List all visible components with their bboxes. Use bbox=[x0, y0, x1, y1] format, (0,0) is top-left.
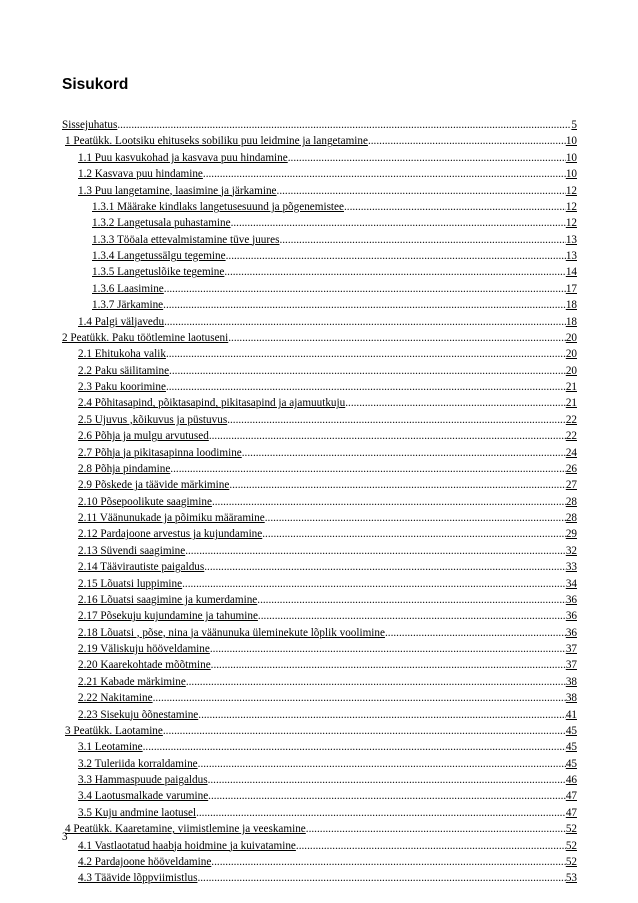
toc-page-number[interactable]: 21 bbox=[565, 381, 577, 393]
toc-page-number[interactable]: 10 bbox=[565, 135, 577, 148]
toc-entry[interactable] bbox=[62, 477, 577, 493]
dot-leader bbox=[277, 183, 566, 199]
toc-page-number[interactable]: 10 bbox=[565, 151, 577, 164]
dot-leader bbox=[265, 510, 566, 526]
toc-entry-label[interactable]: 2.22 Nakitamine bbox=[78, 692, 153, 705]
toc-entry-label[interactable]: Sissejuhatus bbox=[62, 119, 118, 131]
toc-page-number[interactable]: 36 bbox=[565, 610, 577, 623]
toc-entry-label[interactable]: 1.3.2 Langetusala puhastamine bbox=[92, 217, 231, 230]
toc-entry-label[interactable]: 2.13 Süvendi saagimine bbox=[78, 544, 186, 557]
toc-page-number[interactable]: 22 bbox=[565, 430, 577, 443]
toc-page-number[interactable]: 21 bbox=[565, 397, 577, 410]
toc-entry[interactable] bbox=[62, 428, 577, 444]
toc-page-number[interactable]: 45 bbox=[565, 757, 577, 770]
toc-page-number[interactable]: 18 bbox=[565, 315, 577, 328]
toc-entry-label[interactable]: 1.4 Palgi väljavedu bbox=[78, 315, 165, 328]
toc-page-number[interactable]: 12 bbox=[565, 184, 577, 197]
toc-entry[interactable] bbox=[62, 756, 577, 772]
toc-page-number[interactable]: 32 bbox=[565, 544, 577, 557]
toc-entry-label[interactable]: 2.23 Sisekuju õõnestamine bbox=[78, 708, 199, 721]
toc-entry-label[interactable]: 1.2 Kasvava puu hindamine bbox=[78, 168, 203, 181]
dot-leader bbox=[197, 870, 565, 886]
toc-page-number[interactable]: 27 bbox=[565, 479, 577, 492]
toc-page-number[interactable]: 29 bbox=[565, 528, 577, 541]
dot-leader bbox=[198, 707, 566, 723]
dot-leader bbox=[385, 625, 566, 641]
dot-leader bbox=[186, 674, 566, 690]
dot-leader bbox=[208, 772, 566, 788]
toc-page-number[interactable]: 36 bbox=[565, 626, 577, 639]
dot-leader bbox=[166, 346, 566, 362]
dot-leader bbox=[198, 756, 566, 772]
toc-entry-label[interactable]: 3.1 Leotamine bbox=[78, 741, 143, 754]
toc-entry[interactable] bbox=[62, 772, 577, 788]
toc-page-number[interactable]: 47 bbox=[565, 790, 577, 803]
toc-page-number[interactable]: 12 bbox=[565, 200, 577, 213]
toc-entry-label[interactable]: 1 Peatükk. Lootsiku ehituseks sobiliku puu leidmine ja langetamine bbox=[65, 135, 368, 148]
toc-entry-label[interactable]: 2.4 Põhitasapind, põiktasapind, pikitasapind ja ajamuutkuju bbox=[78, 397, 346, 410]
toc-page-number[interactable]: 45 bbox=[565, 724, 577, 737]
dot-leader bbox=[203, 166, 566, 182]
toc-entry-label[interactable]: 4.3 Täävide lõppviimistlus bbox=[78, 872, 198, 885]
toc-entry-label[interactable]: 3 Peatükk. Laotamine bbox=[65, 724, 163, 737]
toc-page-number[interactable]: 17 bbox=[565, 282, 577, 295]
toc-page-number[interactable]: 24 bbox=[565, 446, 577, 459]
toc-entry[interactable] bbox=[62, 461, 577, 477]
toc-entry-label[interactable]: 3.3 Hammaspuude paigaldus bbox=[78, 774, 208, 786]
toc-entry-label[interactable]: 1.1 Puu kasvukohad ja kasvava puu hindamine bbox=[78, 151, 288, 164]
toc-entry-label[interactable]: 2.3 Paku koorimine bbox=[78, 381, 166, 393]
toc-entry[interactable] bbox=[62, 543, 577, 559]
dot-leader bbox=[306, 821, 566, 837]
dot-leader bbox=[212, 494, 566, 510]
toc-entry[interactable] bbox=[62, 510, 577, 526]
toc-entry[interactable] bbox=[62, 592, 577, 608]
toc-entry[interactable] bbox=[62, 412, 577, 428]
dot-leader bbox=[288, 150, 566, 166]
toc-entry-label[interactable]: 2.18 Lõuatsi , põse, nina ja väänunuka üleminekute lõplik voolimine bbox=[78, 626, 385, 639]
toc-entry[interactable] bbox=[62, 690, 577, 706]
toc-entry[interactable] bbox=[62, 625, 577, 641]
dot-leader bbox=[153, 690, 566, 706]
dot-leader bbox=[344, 199, 566, 215]
toc-page-number[interactable]: 34 bbox=[565, 577, 577, 590]
dot-leader bbox=[279, 232, 565, 248]
dot-leader bbox=[164, 314, 566, 330]
toc-page-number[interactable]: 18 bbox=[565, 299, 577, 312]
toc-entry-label[interactable]: 4.2 Pardajoone hööveldamine bbox=[78, 855, 212, 868]
toc-entry[interactable] bbox=[62, 330, 577, 346]
toc-entry-label[interactable]: 2 Peatükk. Paku töötlemine laotuseni bbox=[62, 331, 229, 344]
toc-entry-label[interactable]: 3.5 Kuju andmine laotusel bbox=[78, 806, 197, 819]
dot-leader bbox=[163, 297, 566, 313]
toc-page-number[interactable]: 37 bbox=[565, 659, 577, 672]
toc-page-number[interactable]: 52 bbox=[565, 839, 577, 852]
toc-page-number[interactable]: 14 bbox=[565, 266, 577, 279]
toc-entry[interactable] bbox=[62, 657, 577, 673]
dot-leader bbox=[185, 543, 566, 559]
toc-entry-label[interactable]: 2.11 Väänunukade ja põimiku määramine bbox=[78, 512, 265, 524]
toc-entry-label[interactable]: 2.1 Ehitukoha valik bbox=[78, 348, 166, 361]
dot-leader bbox=[182, 576, 566, 592]
dot-leader bbox=[143, 739, 566, 755]
dot-leader bbox=[166, 379, 566, 395]
toc-entry-label[interactable]: 2.21 Kabade märkimine bbox=[78, 675, 186, 688]
toc-page-number[interactable]: 52 bbox=[565, 823, 577, 836]
toc-entry[interactable] bbox=[62, 445, 577, 461]
toc-page-number[interactable]: 5 bbox=[571, 119, 577, 131]
dot-leader bbox=[210, 641, 566, 657]
toc-entry-label[interactable]: 2.6 Põhja ja mulgu arvutused bbox=[78, 430, 209, 443]
toc-page-number[interactable]: 46 bbox=[565, 774, 577, 786]
toc-entry-label[interactable]: 2.10 Põsepoolikute saagimine bbox=[78, 495, 212, 508]
toc-page-number[interactable]: 52 bbox=[565, 855, 577, 868]
dot-leader bbox=[242, 445, 566, 461]
toc-entry-label[interactable]: 4 Peatükk. Kaaretamine, viimistlemine ja veeskamine bbox=[65, 823, 306, 836]
dot-leader bbox=[209, 428, 566, 444]
toc-page-number[interactable]: 20 bbox=[565, 364, 577, 377]
toc-entry-label[interactable]: 1.3.5 Langetuslõike tegemine bbox=[92, 266, 225, 279]
toc-entry-label[interactable]: 1.3.4 Langetussälgu tegemine bbox=[92, 250, 226, 262]
toc-entry[interactable] bbox=[62, 608, 577, 624]
toc-entry-label[interactable]: 2.19 Väliskuju hööveldamine bbox=[78, 643, 210, 655]
toc-entry[interactable] bbox=[62, 150, 577, 166]
toc-page-number[interactable]: 38 bbox=[565, 692, 577, 705]
toc-entry-label[interactable]: 2.2 Paku säilitamine bbox=[78, 364, 170, 377]
dot-leader bbox=[231, 215, 566, 231]
toc-entry[interactable] bbox=[62, 133, 577, 149]
dot-leader bbox=[211, 657, 566, 673]
toc-entry[interactable] bbox=[62, 183, 577, 199]
toc-entry-label[interactable]: 1.3.3 Tööala ettevalmistamine tüve juures bbox=[92, 233, 280, 246]
dot-leader bbox=[227, 412, 566, 428]
toc-page-number[interactable]: 45 bbox=[565, 741, 577, 754]
toc-entry[interactable] bbox=[62, 559, 577, 575]
toc-page-number[interactable]: 20 bbox=[565, 348, 577, 361]
toc-entry-label[interactable]: 4.1 Vastlaotatud haabja hoidmine ja kuivatamine bbox=[78, 839, 296, 852]
toc-entry[interactable] bbox=[62, 314, 577, 330]
toc-entry[interactable] bbox=[62, 363, 577, 379]
toc-page-number[interactable]: 20 bbox=[565, 331, 577, 344]
toc-page-number[interactable]: 53 bbox=[565, 872, 577, 885]
toc-entry-label[interactable]: 2.15 Lõuatsi luppimine bbox=[78, 577, 183, 590]
toc-entry[interactable] bbox=[62, 739, 577, 755]
dot-leader bbox=[196, 805, 566, 821]
toc-page-number[interactable]: 22 bbox=[565, 413, 577, 426]
toc-entry[interactable] bbox=[62, 281, 577, 297]
toc-page-number[interactable]: 37 bbox=[565, 643, 577, 655]
toc-entry-label[interactable]: 2.16 Lõuatsi saagimine ja kumerdamine bbox=[78, 593, 258, 606]
toc-entry-label[interactable]: 2.5 Ujuvus ,kõikuvus ja püstuvus bbox=[78, 413, 228, 426]
dot-leader bbox=[204, 559, 566, 575]
toc-page-number[interactable]: 38 bbox=[565, 675, 577, 688]
dot-leader bbox=[224, 264, 565, 280]
toc-entry[interactable] bbox=[62, 821, 577, 837]
dot-leader bbox=[211, 854, 566, 870]
dot-leader bbox=[226, 248, 566, 264]
toc-page-number[interactable]: 28 bbox=[565, 512, 577, 524]
toc-entry[interactable] bbox=[62, 526, 577, 542]
toc-entry[interactable] bbox=[62, 707, 577, 723]
toc-entry[interactable] bbox=[62, 641, 577, 657]
toc-entry[interactable] bbox=[62, 297, 577, 313]
dot-leader bbox=[208, 788, 566, 804]
dot-leader bbox=[262, 526, 566, 542]
toc-entry-label[interactable]: 3.2 Tuleriida korraldamine bbox=[78, 757, 198, 770]
toc-page-number[interactable]: 33 bbox=[565, 561, 577, 574]
toc-entry-label[interactable]: 2.7 Põhja ja pikitasapinna loodimine bbox=[78, 446, 242, 459]
toc-entry[interactable] bbox=[62, 248, 577, 264]
toc-page-number[interactable]: 13 bbox=[565, 233, 577, 246]
toc-page-number[interactable]: 26 bbox=[565, 462, 577, 475]
toc-entry[interactable] bbox=[62, 805, 577, 821]
toc-entry[interactable] bbox=[62, 166, 577, 182]
toc-entry-label[interactable]: 2.20 Kaarekohtade mõõtmine bbox=[78, 659, 211, 672]
toc-entry-label[interactable]: 2.17 Põsekuju kujundamine ja tahumine bbox=[78, 610, 258, 623]
dot-leader bbox=[170, 461, 566, 477]
page-number: 3 bbox=[62, 831, 68, 843]
toc-entry[interactable] bbox=[62, 199, 577, 215]
toc-entry[interactable] bbox=[62, 788, 577, 804]
toc-entry[interactable] bbox=[62, 264, 577, 280]
toc-page-number[interactable]: 12 bbox=[565, 217, 577, 230]
toc-page-number[interactable]: 28 bbox=[565, 495, 577, 508]
toc-entry-label[interactable]: 1.3 Puu langetamine, laasimine ja järkamine bbox=[78, 184, 277, 197]
dot-leader bbox=[258, 608, 566, 624]
table-of-contents bbox=[62, 117, 577, 887]
toc-entry-label[interactable]: 2.8 Põhja pindamine bbox=[78, 462, 171, 475]
toc-entry-label[interactable]: 2.12 Pardajoone arvestus ja kujundamine bbox=[78, 528, 263, 541]
dot-leader bbox=[164, 281, 566, 297]
toc-entry[interactable] bbox=[62, 395, 577, 411]
page-title: Sisukord bbox=[62, 76, 129, 93]
dot-leader bbox=[228, 330, 566, 346]
toc-page-number[interactable]: 41 bbox=[565, 708, 577, 721]
toc-entry-label[interactable]: 2.14 Täävirautiste paigaldus bbox=[78, 561, 205, 574]
toc-page-number[interactable]: 36 bbox=[565, 593, 577, 606]
toc-entry-label[interactable]: 1.3.6 Laasimine bbox=[92, 282, 164, 295]
toc-entry[interactable] bbox=[62, 870, 577, 886]
toc-entry[interactable] bbox=[62, 838, 577, 854]
toc-entry-label[interactable]: 2.9 Põskede ja täävide märkimine bbox=[78, 479, 230, 492]
toc-entry-label[interactable]: 3.4 Laotusmalkade varumine bbox=[78, 790, 209, 803]
toc-entry[interactable] bbox=[62, 117, 577, 133]
dot-leader bbox=[368, 133, 566, 149]
dot-leader bbox=[163, 723, 566, 739]
dot-leader bbox=[169, 363, 566, 379]
toc-entry[interactable] bbox=[62, 854, 577, 870]
toc-page-number[interactable]: 13 bbox=[565, 250, 577, 262]
toc-entry[interactable] bbox=[62, 232, 577, 248]
dot-leader bbox=[296, 838, 566, 854]
toc-entry[interactable] bbox=[62, 674, 577, 690]
toc-page-number[interactable]: 47 bbox=[565, 806, 577, 819]
dot-leader bbox=[229, 477, 566, 493]
toc-page-number[interactable]: 10 bbox=[565, 168, 577, 181]
toc-entry-label[interactable]: 1.3.1 Määrake kindlaks langetusesuund ja põgenemistee bbox=[92, 200, 344, 213]
dot-leader bbox=[345, 395, 566, 411]
toc-entry[interactable] bbox=[62, 576, 577, 592]
toc-entry-label[interactable]: 1.3.7 Järkamine bbox=[92, 299, 164, 312]
toc-entry[interactable] bbox=[62, 215, 577, 231]
toc-entry[interactable] bbox=[62, 379, 577, 395]
toc-entry[interactable] bbox=[62, 346, 577, 362]
toc-entry[interactable] bbox=[62, 494, 577, 510]
dot-leader bbox=[117, 117, 571, 133]
dot-leader bbox=[257, 592, 566, 608]
toc-entry[interactable] bbox=[62, 723, 577, 739]
